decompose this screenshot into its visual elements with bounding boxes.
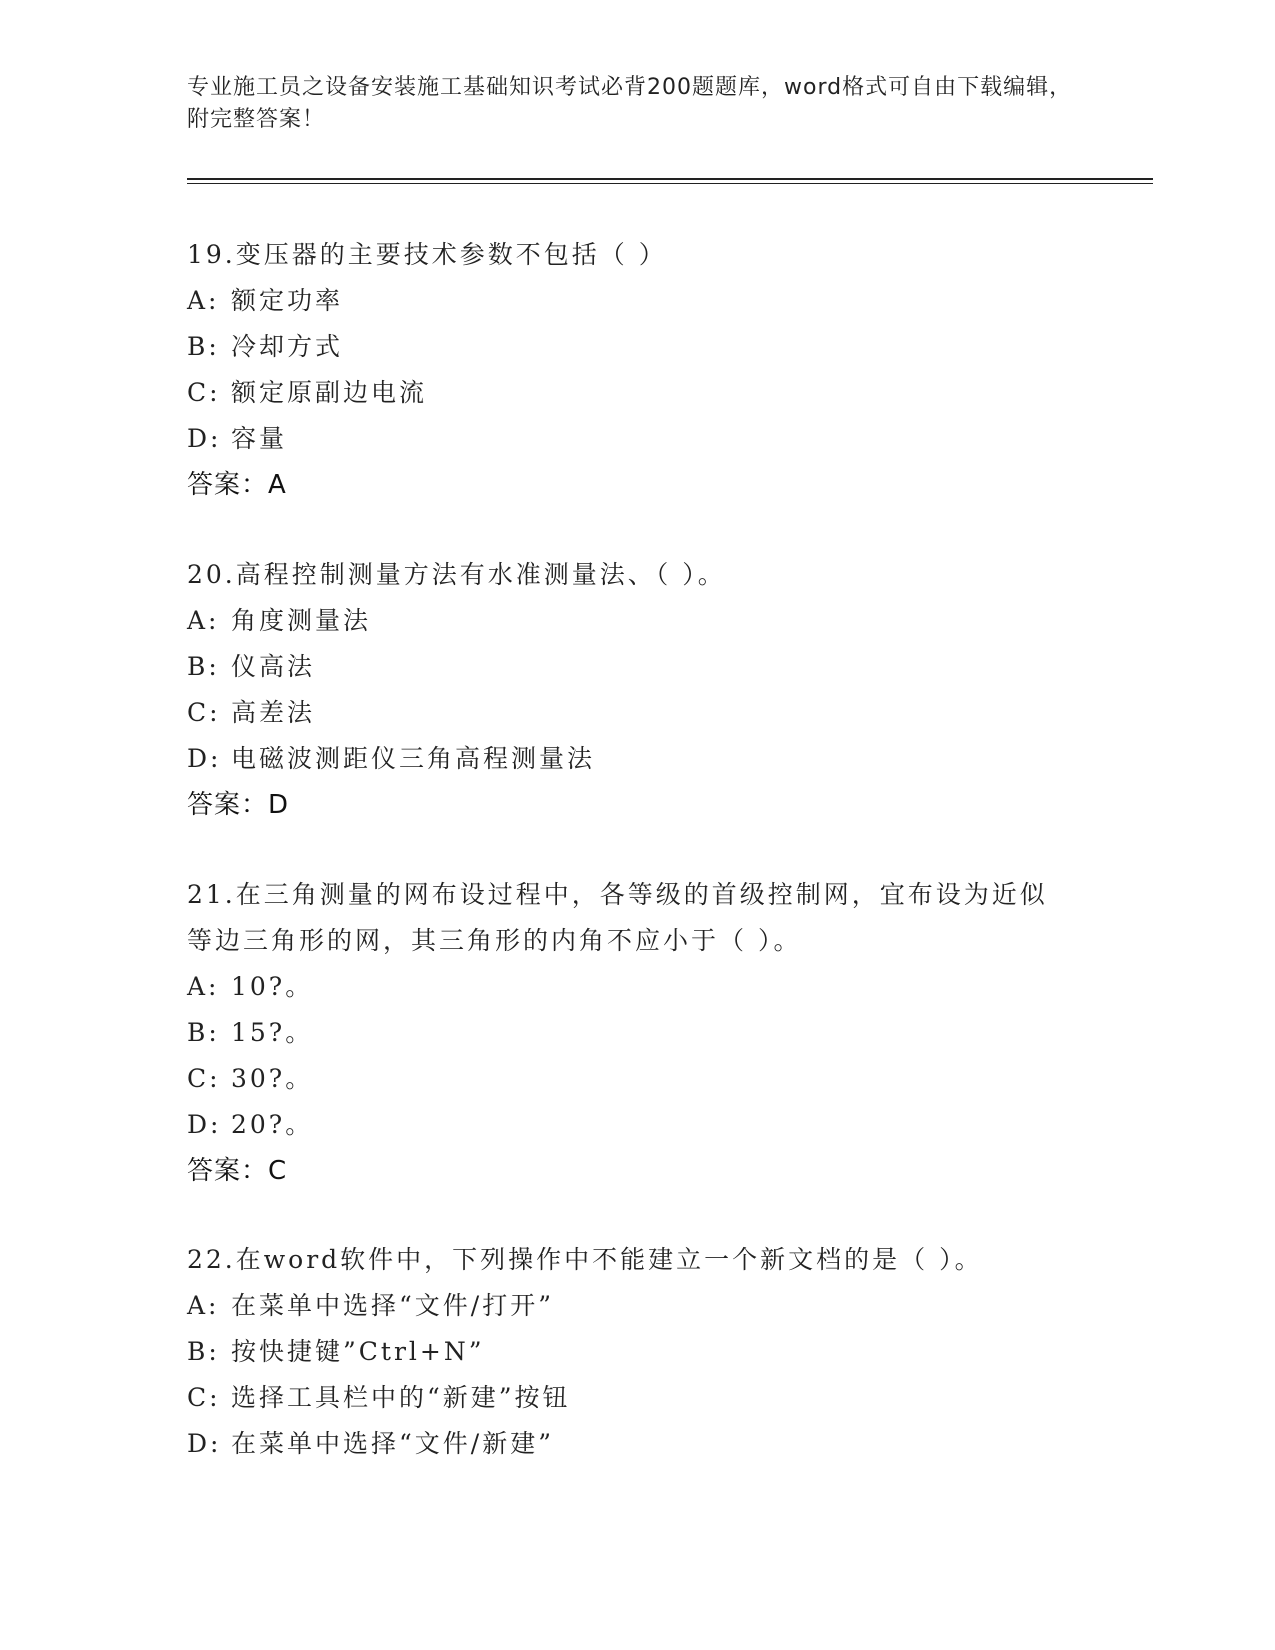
option-key: C: [187, 1383, 221, 1412]
option-text: 在菜单中选择“文件/新建” [231, 1429, 554, 1458]
option-text: 电磁波测距仪三角高程测量法 [231, 744, 596, 773]
option-d [187, 416, 1087, 462]
option-a [187, 278, 1087, 324]
option-a [187, 964, 1087, 1010]
option-key: A: [187, 286, 220, 315]
answer-line: 答案：D [187, 790, 290, 820]
option-key: A: [187, 1291, 220, 1320]
option-key: B: [187, 332, 220, 361]
question-title: 22.在word软件中，下列操作中不能建立一个新文档的是（ ）。 [187, 1245, 983, 1274]
option-text: 角度测量法 [231, 606, 372, 635]
option-key: B: [187, 652, 220, 681]
option-d [187, 1102, 1087, 1148]
option-b [187, 644, 1087, 690]
option-c [187, 690, 1087, 736]
option-key: C: [187, 1064, 221, 1093]
question-title-line1: 21.在三角测量的网布设过程中，各等级的首级控制网，宜布设为近似 [187, 880, 1048, 909]
answer-line: 答案：A [187, 470, 287, 500]
option-text: 30?。 [231, 1064, 314, 1093]
option-key: C: [187, 378, 221, 407]
option-key: D: [187, 744, 222, 773]
question-title: 19.变压器的主要技术参数不包括（ ） [187, 240, 667, 269]
header-text: 专业施工员之设备安装施工基础知识考试必背200题题库，word格式可自由下载编辑，附完整答案！ [187, 75, 1073, 132]
document-header [187, 72, 1087, 136]
option-text: 容量 [231, 424, 288, 453]
option-key: A: [187, 606, 220, 635]
option-text: 额定功率 [231, 286, 344, 315]
question-title-line2: 等边三角形的网，其三角形的内角不应小于（ ）。 [187, 926, 802, 955]
option-b [187, 324, 1087, 370]
option-key: D: [187, 1110, 222, 1139]
option-key: A: [187, 972, 220, 1001]
answer-line: 答案：C [187, 1156, 288, 1186]
question-22 [187, 1237, 1087, 1467]
option-key: B: [187, 1337, 220, 1366]
option-c [187, 1375, 1087, 1421]
option-text: 高差法 [231, 698, 316, 727]
option-text: 按快捷键”Ctrl+N” [231, 1337, 485, 1366]
option-key: B: [187, 1018, 220, 1047]
header-divider-bottom [187, 183, 1153, 184]
option-c [187, 1056, 1087, 1102]
option-b [187, 1010, 1087, 1056]
option-key: D: [187, 1429, 222, 1458]
option-a [187, 1283, 1087, 1329]
option-text: 15?。 [231, 1018, 314, 1047]
option-d [187, 736, 1087, 782]
question-20 [187, 552, 1087, 828]
option-text: 选择工具栏中的“新建”按钮 [231, 1383, 571, 1412]
question-21 [187, 872, 1087, 1194]
option-text: 20?。 [231, 1110, 314, 1139]
option-d [187, 1421, 1087, 1467]
option-key: D: [187, 424, 222, 453]
option-text: 在菜单中选择“文件/打开” [231, 1291, 554, 1320]
question-title: 20.高程控制测量方法有水准测量法、（ ）。 [187, 560, 726, 589]
option-text: 仪高法 [231, 652, 316, 681]
option-text: 冷却方式 [231, 332, 344, 361]
option-text: 10?。 [231, 972, 314, 1001]
option-a [187, 598, 1087, 644]
option-c [187, 370, 1087, 416]
header-divider-top [187, 178, 1153, 180]
option-key: C: [187, 698, 221, 727]
option-b [187, 1329, 1087, 1375]
question-19 [187, 232, 1087, 508]
option-text: 额定原副边电流 [231, 378, 428, 407]
